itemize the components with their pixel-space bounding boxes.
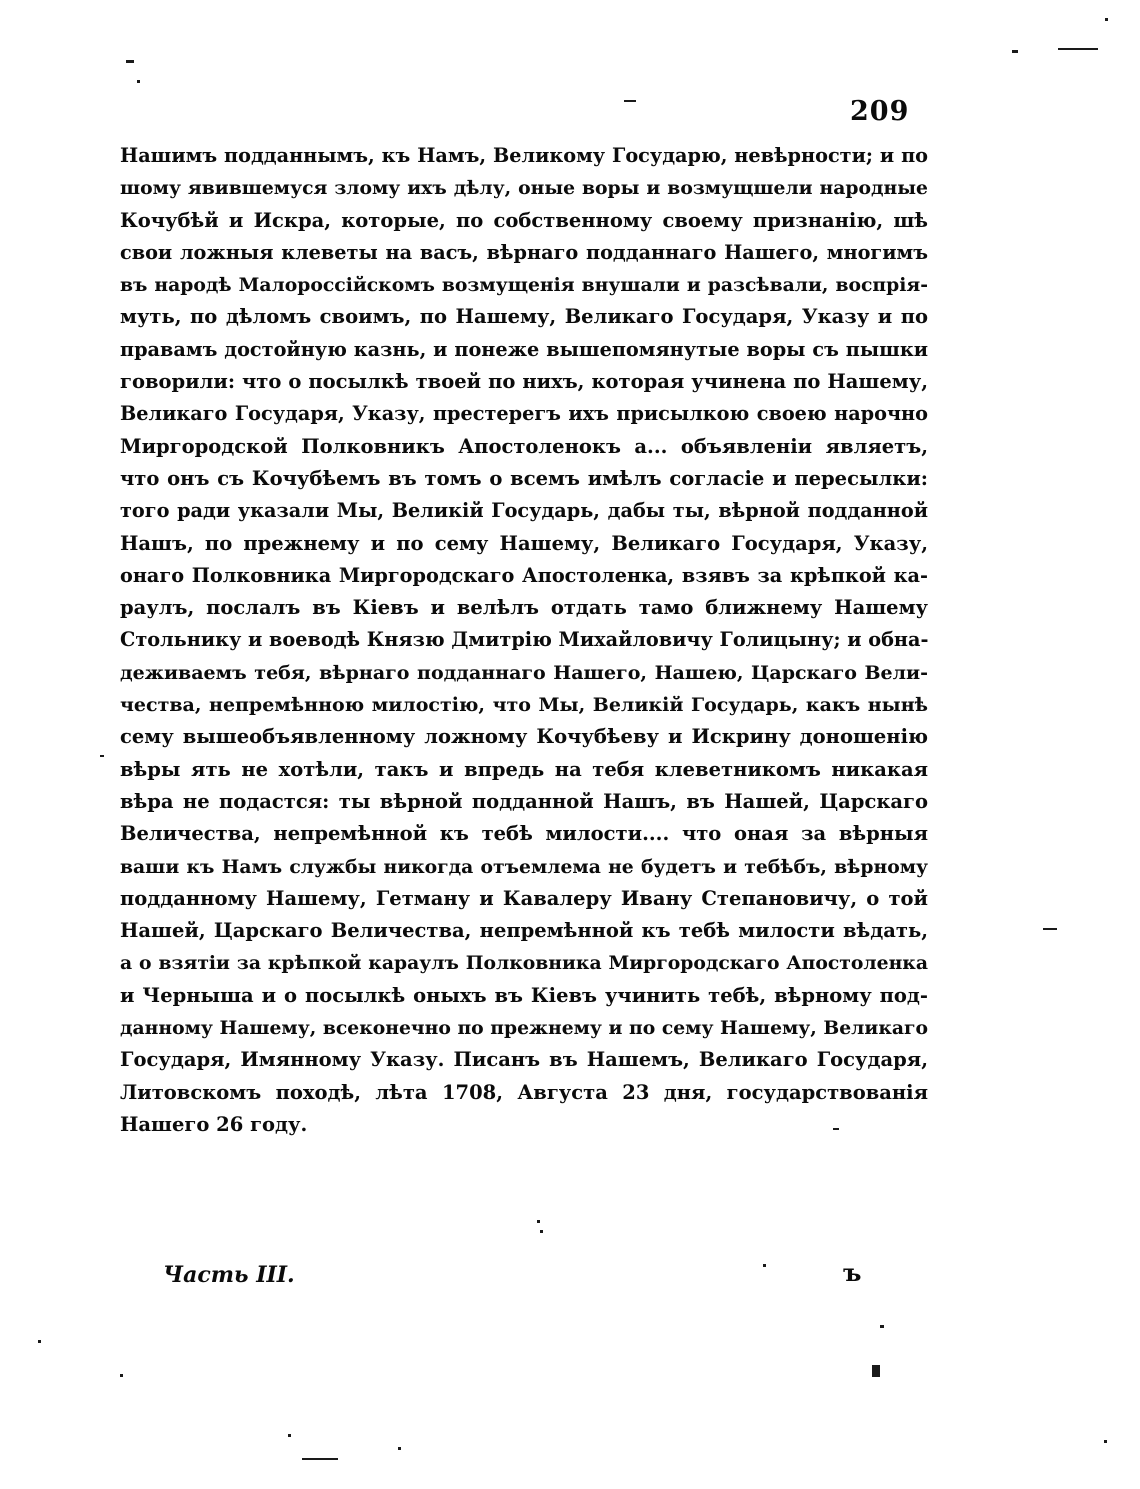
text-line: ваши къ Намъ службы никогда отъемлема не будетъ и тебѣбъ, вѣрному xyxy=(120,855,928,878)
body-text xyxy=(120,140,928,1141)
text-line: свои ложныя клеветы на васъ, вѣрнаго подданнаго Нашего, многимъ xyxy=(120,240,928,264)
scan-speck xyxy=(540,1230,543,1233)
text-line: шому явившемуся злому ихъ дѣлу, оные воры и возмущшели народные xyxy=(120,177,928,200)
gathering-mark: ъ xyxy=(843,1258,862,1287)
text-line: въ народѣ Малороссійскомъ возмущенія внушали и разсѣвали, воспрія- xyxy=(120,274,928,297)
text-line: деживаемъ тебя, вѣрнаго подданнаго Нашего, Нашею, Царскаго Вели- xyxy=(120,661,928,684)
signature-mark: Часть III. xyxy=(163,1262,295,1288)
scan-speck xyxy=(624,100,636,102)
text-line: Литовскомъ походѣ, лѣта 1708, Августа 23 дня, государствованія xyxy=(120,1080,928,1104)
scan-speck xyxy=(120,1374,123,1377)
scan-speck xyxy=(537,1220,540,1223)
text-line: муть, по дѣломъ своимъ, по Нашему, Великаго Государя, Указу и по xyxy=(120,305,928,329)
text-line: подданному Нашему, Гетману и Кавалеру Ивану Степановичу, о той xyxy=(120,886,928,910)
scan-speck xyxy=(126,60,134,63)
scan-speck xyxy=(833,1128,839,1130)
scan-speck xyxy=(100,755,104,757)
text-line: Нашей, Царскаго Величества, непремѣнной къ тебѣ милости вѣдать, xyxy=(120,919,928,943)
text-line: правамъ достойную казнь, и понеже вышепомянутые воры съ пышки xyxy=(120,337,928,361)
text-line: говорили: что о посылкѣ твоей по нихъ, которая учинена по Нашему, xyxy=(120,370,928,394)
text-line: вѣры ять не хотѣли, такъ и впредь на тебя клеветникомъ никакая xyxy=(120,757,928,781)
text-line: онаго Полковника Миргородскаго Апостоленка, взявъ за крѣпкой ка- xyxy=(120,563,928,587)
scan-speck xyxy=(302,1458,338,1460)
text-line: Миргородской Полковникъ Апостоленокъ а... объявленіи являетъ, xyxy=(120,434,928,458)
scan-speck xyxy=(880,1325,884,1328)
page-number: 209 xyxy=(850,96,910,127)
text-line: Государя, Имянному Указу. Писанъ въ Нашемъ, Великаго Государя, xyxy=(120,1048,928,1072)
text-line: а о взятіи за крѣпкой караулъ Полковника Миргородскаго Апостоленка xyxy=(120,952,928,975)
text-line: что онъ съ Кочубѣемъ въ томъ о всемъ имѣлъ согласіе и пересылки: xyxy=(120,466,928,490)
scan-speck xyxy=(1104,1440,1107,1443)
text-line: Кочубѣй и Искра, которые, по собственному своему признанію, шѣ xyxy=(120,208,928,232)
scan-speck xyxy=(137,80,140,83)
scan-speck xyxy=(38,1340,41,1343)
text-line: Стольнику и воеводѣ Князю Дмитрію Михайловичу Голицыну; и обна- xyxy=(120,628,929,652)
scan-speck xyxy=(1012,50,1018,53)
text-line: Нашего 26 году. xyxy=(120,1112,308,1136)
text-line: Нашъ, по прежнему и по сему Нашему, Великаго Государя, Указу, xyxy=(120,531,928,555)
text-line: данному Нашему, всеконечно по прежнему и по сему Нашему, Великаго xyxy=(120,1017,928,1040)
text-line: Нашимъ подданнымъ, къ Намъ, Великому Государю, невѣрности; и по xyxy=(120,144,928,167)
scan-speck xyxy=(288,1434,291,1437)
text-line: чества, непремѣнною милостію, что Мы, Великій Государь, какъ нынѣ xyxy=(120,694,928,717)
scan-speck xyxy=(398,1447,401,1450)
scan-speck xyxy=(763,1264,766,1267)
text-line: сему вышеобъявленному ложному Кочубѣеву и Искрину доношенію xyxy=(120,725,928,749)
scan-speck xyxy=(872,1365,880,1377)
scan-speck xyxy=(1105,18,1108,21)
text-line: Величества, непремѣнной къ тебѣ милости.... что оная за вѣрныя xyxy=(120,822,928,846)
text-line: раулъ, послалъ въ Кіевъ и велѣлъ отдать тамо ближнему Нашему xyxy=(120,596,928,620)
scan-speck xyxy=(1058,48,1098,50)
text-line: вѣра не подастся: ты вѣрной подданной Нашъ, въ Нашей, Царскаго xyxy=(120,789,928,813)
text-line: и Черныша и о посылкѣ оныхъ въ Кіевъ учинить тебѣ, вѣрному под- xyxy=(120,983,928,1007)
text-line: того ради указали Мы, Великій Государь, дабы ты, вѣрной подданной xyxy=(120,499,928,523)
text-line: Великаго Государя, Указу, престерегъ ихъ присылкою своею нарочно xyxy=(120,402,928,426)
scan-speck xyxy=(1043,928,1057,930)
